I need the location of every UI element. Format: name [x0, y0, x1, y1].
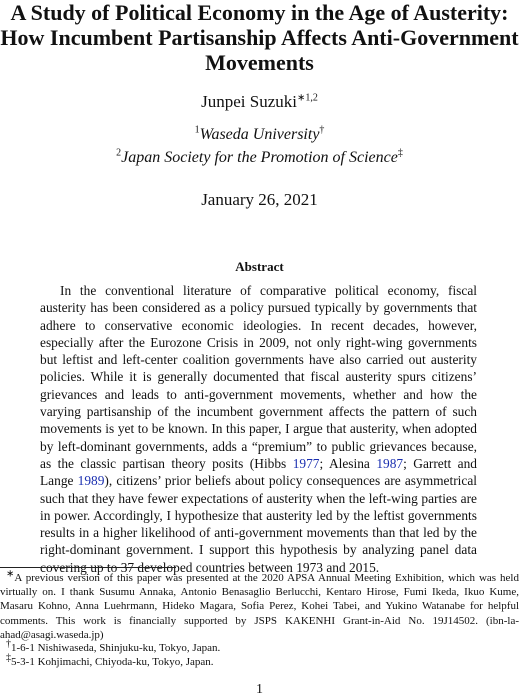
paper-date: January 26, 2021	[201, 190, 318, 209]
footnote-mark-dagger: †	[6, 638, 11, 650]
affiliation-1-mark: †	[319, 124, 325, 136]
author-name: Junpei Suzuki	[201, 92, 297, 111]
footnote-address-2-text: 5-3-1 Kohjimachi, Chiyoda-ku, Tokyo, Japan.	[11, 656, 214, 668]
footnote-mark-double-dagger: ‡	[6, 652, 11, 664]
affiliation-1-number: 1	[194, 124, 200, 136]
affiliation-1-name: Waseda University	[199, 126, 320, 143]
paper-title: A Study of Political Economy in the Age of Austerity: How Incumbent Partisanship Affects Anti-Government Movements	[0, 0, 519, 75]
citation-alesina-1987[interactable]: 1987	[376, 455, 404, 471]
footnote-address-1	[6, 638, 519, 655]
page-number: 1	[256, 682, 263, 697]
footnote-address-2	[6, 652, 519, 669]
abstract-text-1: In the conventional literature of comparative political economy, fiscal austerity has been considered as a policy pursued typically by governments that adhere to conservative economic ideologies. In recent decades, however, especially after the Eurozone Crisis in 2009, not only right-wing governments but leftist and left-center coalition governments have also carried out austerity policies. While it is generally documented that fiscal austerity spurs citizens’ grievances and leads to anti-government movements, whether and how the varying partisanship of the incumbent government affects the pattern of such movements is yet to be known. In this paper, I argue that austerity, when adopted by left-dominant governments, adds a “premium” to public grievances because, as the classic partisan theory posits (Hibbs	[40, 283, 477, 471]
affiliation-2-number: 2	[116, 147, 122, 159]
abstract-body	[40, 282, 477, 576]
abstract-heading: Abstract	[235, 259, 284, 274]
citation-hibbs-1977[interactable]: 1977	[292, 455, 320, 471]
citation-garrett-lange-1989[interactable]: 1989	[77, 473, 105, 489]
footnote-address-1-text: 1-6-1 Nishiwaseda, Shinjuku-ku, Tokyo, Japan.	[11, 642, 221, 654]
footnote-separator	[0, 567, 176, 568]
abstract-text-3: ; Garrett and Lange	[40, 455, 477, 489]
author-line	[0, 92, 519, 112]
author-marks: ∗1,2	[296, 92, 318, 104]
abstract-text-4: ), citizens’ prior beliefs about policy consequences are asymmetrical such that they have fewer expectations of austerity when the left-wing parties are in power. Accordingly, I hypothesize that austerity led by the leftist governments results in a higher likelihood of anti-government movements than that led by the right-dominant government. I support this hypothesis by analyzing panel data covering up to 37 developed countries between 1973 and 2015.	[40, 473, 477, 575]
footnote-acknowledgement-text: A previous version of this paper was presented at the 2020 APSA Annual Meeting Exhibition, which was held virtually on. I thank Susumu Annaka, Antonio Benasaglio Berlucchi, Kentaro Hirose, Fumi Ikeda, Ikuo Kume, Masaru Kohno, Anna Luehrmann, Hideko Magara, Sofia Perez, Kohei Tabei, and Yukino Watanabe for helpful comments. This work is financially supported by JSPS KAKENHI Grant-in-Aid No. 19J14502. (ibn-la-ahad@asagi.waseda.jp)	[0, 572, 519, 641]
affiliation-1	[0, 125, 519, 145]
affiliation-2-name: Japan Society for the Promotion of Science	[121, 149, 398, 166]
affiliation-2-mark: ‡	[397, 147, 403, 159]
footnote-mark-star: ∗	[6, 568, 15, 580]
footnote-acknowledgement	[0, 568, 519, 642]
affiliation-2	[0, 148, 519, 168]
abstract-text-2: ; Alesina	[319, 455, 377, 471]
